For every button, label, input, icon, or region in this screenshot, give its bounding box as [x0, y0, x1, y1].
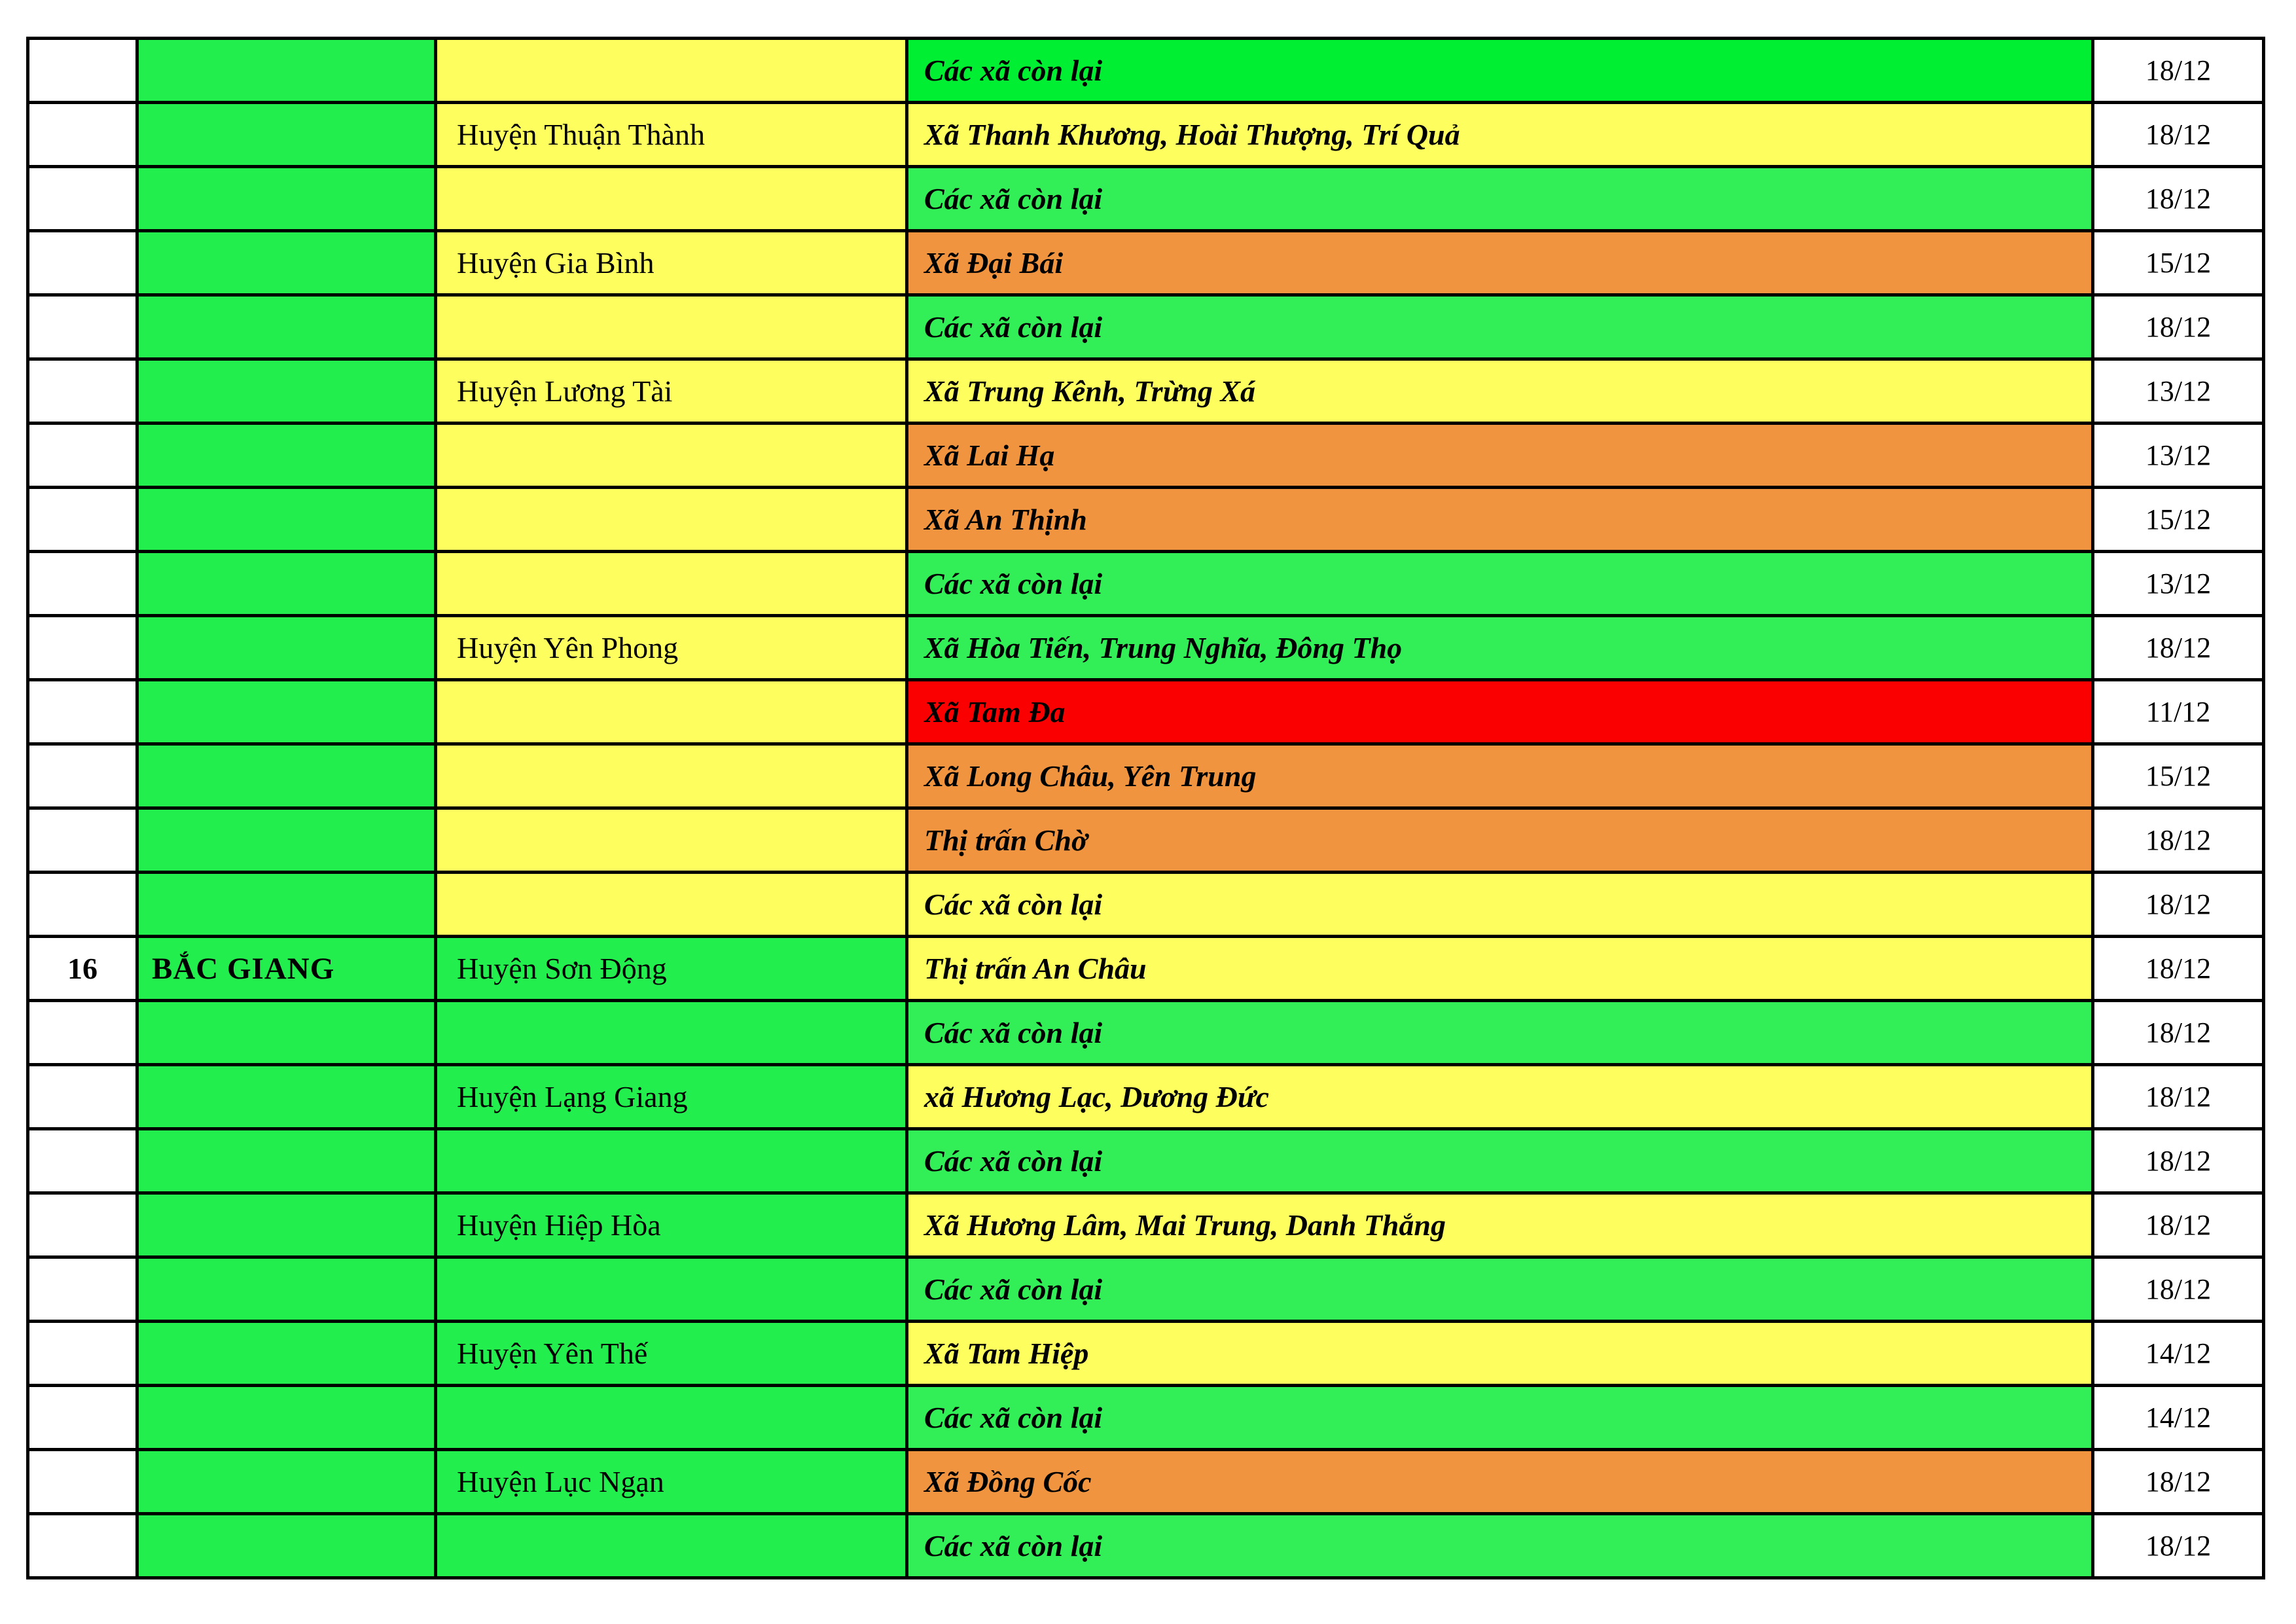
- cell-date: 18/12: [2094, 1515, 2265, 1579]
- cell-date: 18/12: [2094, 938, 2265, 1002]
- cell-stt: [29, 1451, 139, 1515]
- cell-province: [139, 168, 437, 232]
- cell-district: Huyện Lương Tài: [437, 361, 908, 425]
- cell-stt: [29, 746, 139, 810]
- cell-province: [139, 104, 437, 168]
- cell-stt: [29, 168, 139, 232]
- cell-commune: Các xã còn lại: [908, 297, 2094, 361]
- cell-date: 18/12: [2094, 874, 2265, 938]
- cell-date: 13/12: [2094, 553, 2265, 617]
- cell-district: [437, 425, 908, 489]
- cell-commune: Thị trấn An Châu: [908, 938, 2094, 1002]
- cell-commune: Các xã còn lại: [908, 1515, 2094, 1579]
- cell-district: [437, 168, 908, 232]
- cell-stt: [29, 361, 139, 425]
- cell-commune: Các xã còn lại: [908, 40, 2094, 104]
- cell-commune: Xã Hòa Tiến, Trung Nghĩa, Đông Thọ: [908, 617, 2094, 681]
- cell-commune: xã Hương Lạc, Dương Đức: [908, 1066, 2094, 1130]
- cell-province: [139, 1195, 437, 1259]
- cell-date: 15/12: [2094, 746, 2265, 810]
- cell-district: [437, 810, 908, 874]
- cell-district: Huyện Gia Bình: [437, 232, 908, 297]
- cell-district: [437, 1002, 908, 1066]
- cell-date: 18/12: [2094, 40, 2265, 104]
- cell-province: [139, 489, 437, 553]
- cell-date: 13/12: [2094, 425, 2265, 489]
- cell-stt: [29, 104, 139, 168]
- cell-date: 11/12: [2094, 681, 2265, 746]
- cell-stt: [29, 874, 139, 938]
- cell-date: 18/12: [2094, 168, 2265, 232]
- cell-commune: Xã Tam Hiệp: [908, 1323, 2094, 1387]
- cell-province: [139, 40, 437, 104]
- cell-date: 18/12: [2094, 297, 2265, 361]
- cell-province: [139, 681, 437, 746]
- cell-stt: [29, 617, 139, 681]
- cell-district: [437, 1387, 908, 1451]
- cell-date: 13/12: [2094, 361, 2265, 425]
- cell-stt: [29, 1130, 139, 1195]
- cell-date: 14/12: [2094, 1323, 2265, 1387]
- cell-province: [139, 297, 437, 361]
- cell-commune: Xã Long Châu, Yên Trung: [908, 746, 2094, 810]
- cell-stt: [29, 810, 139, 874]
- cell-province: [139, 746, 437, 810]
- cell-stt: 16: [29, 938, 139, 1002]
- cell-district: Huyện Lạng Giang: [437, 1066, 908, 1130]
- cell-stt: [29, 1387, 139, 1451]
- cell-stt: [29, 1002, 139, 1066]
- cell-commune: Xã Trung Kênh, Trừng Xá: [908, 361, 2094, 425]
- cell-province: [139, 874, 437, 938]
- cell-district: [437, 1515, 908, 1579]
- cell-district: [437, 489, 908, 553]
- cell-commune: Xã Tam Đa: [908, 681, 2094, 746]
- cell-date: 18/12: [2094, 1451, 2265, 1515]
- cell-stt: [29, 297, 139, 361]
- cell-district: [437, 681, 908, 746]
- cell-province: BẮC GIANG: [139, 938, 437, 1002]
- cell-district: Huyện Sơn Động: [437, 938, 908, 1002]
- cell-commune: Xã Lai Hạ: [908, 425, 2094, 489]
- cell-stt: [29, 1259, 139, 1323]
- cell-commune: Xã Đại Bái: [908, 232, 2094, 297]
- cell-stt: [29, 489, 139, 553]
- cell-stt: [29, 1066, 139, 1130]
- cell-district: Huyện Yên Thế: [437, 1323, 908, 1387]
- cell-date: 18/12: [2094, 104, 2265, 168]
- cell-district: [437, 1130, 908, 1195]
- cell-commune: Các xã còn lại: [908, 553, 2094, 617]
- cell-stt: [29, 681, 139, 746]
- cell-date: 18/12: [2094, 1130, 2265, 1195]
- cell-stt: [29, 232, 139, 297]
- cell-commune: Các xã còn lại: [908, 168, 2094, 232]
- cell-province: [139, 1323, 437, 1387]
- cell-commune: Xã Hương Lâm, Mai Trung, Danh Thắng: [908, 1195, 2094, 1259]
- cell-commune: Xã Thanh Khương, Hoài Thượng, Trí Quả: [908, 104, 2094, 168]
- district-commune-schedule-table: [26, 37, 2265, 1579]
- cell-province: [139, 810, 437, 874]
- cell-commune: Thị trấn Chờ: [908, 810, 2094, 874]
- cell-commune: Các xã còn lại: [908, 1259, 2094, 1323]
- cell-commune: Các xã còn lại: [908, 1387, 2094, 1451]
- cell-district: [437, 874, 908, 938]
- cell-commune: Các xã còn lại: [908, 874, 2094, 938]
- cell-stt: [29, 40, 139, 104]
- cell-date: 18/12: [2094, 1002, 2265, 1066]
- cell-stt: [29, 1323, 139, 1387]
- cell-district: [437, 297, 908, 361]
- cell-province: [139, 1515, 437, 1579]
- cell-stt: [29, 425, 139, 489]
- cell-date: 18/12: [2094, 810, 2265, 874]
- cell-province: [139, 425, 437, 489]
- cell-province: [139, 617, 437, 681]
- cell-district: Huyện Hiệp Hòa: [437, 1195, 908, 1259]
- cell-date: 14/12: [2094, 1387, 2265, 1451]
- cell-commune: Xã Đồng Cốc: [908, 1451, 2094, 1515]
- cell-date: 18/12: [2094, 617, 2265, 681]
- cell-province: [139, 1259, 437, 1323]
- cell-commune: Các xã còn lại: [908, 1130, 2094, 1195]
- cell-district: [437, 40, 908, 104]
- cell-province: [139, 232, 437, 297]
- cell-district: [437, 746, 908, 810]
- cell-district: Huyện Lục Ngạn: [437, 1451, 908, 1515]
- cell-stt: [29, 553, 139, 617]
- cell-date: 18/12: [2094, 1259, 2265, 1323]
- cell-province: [139, 1387, 437, 1451]
- cell-date: 18/12: [2094, 1195, 2265, 1259]
- cell-province: [139, 361, 437, 425]
- cell-province: [139, 1130, 437, 1195]
- cell-commune: Xã An Thịnh: [908, 489, 2094, 553]
- cell-district: Huyện Yên Phong: [437, 617, 908, 681]
- cell-stt: [29, 1515, 139, 1579]
- cell-stt: [29, 1195, 139, 1259]
- cell-province: [139, 1451, 437, 1515]
- cell-province: [139, 1002, 437, 1066]
- cell-date: 15/12: [2094, 232, 2265, 297]
- cell-district: [437, 1259, 908, 1323]
- cell-date: 18/12: [2094, 1066, 2265, 1130]
- cell-date: 15/12: [2094, 489, 2265, 553]
- cell-commune: Các xã còn lại: [908, 1002, 2094, 1066]
- cell-province: [139, 553, 437, 617]
- cell-district: Huyện Thuận Thành: [437, 104, 908, 168]
- cell-district: [437, 553, 908, 617]
- cell-province: [139, 1066, 437, 1130]
